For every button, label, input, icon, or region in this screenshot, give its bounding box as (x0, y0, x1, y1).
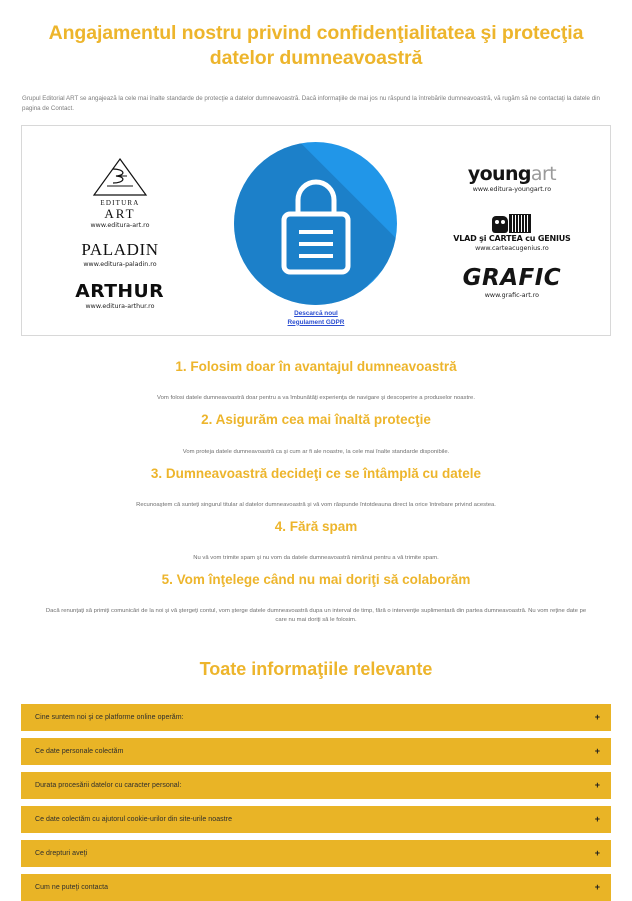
accordion-item-cookies[interactable] (21, 806, 611, 833)
logo-column-center (218, 126, 414, 335)
paladin-wordmark: PALADIN (81, 239, 159, 259)
section-title-4: 4. Fără spam (274, 518, 358, 534)
section-title-2: 2. Asigurăm cea mai înaltă protecţie (201, 412, 431, 428)
plus-icon[interactable]: + (594, 882, 600, 893)
grafic-wordmark: GRAFIC (462, 265, 562, 292)
accordion-label: Cine suntem noi şi ce platforme online operăm: (35, 714, 184, 722)
logo-column-left (22, 126, 218, 335)
section-body-1: Vom folosi datele dumneavoastră doar pentru a va îmbunătăţi experienţa de navigare şi descoperire a produselor noastre. (157, 395, 475, 402)
logo-column-right (414, 126, 610, 335)
young-art-wordmark (468, 164, 556, 184)
editura-art-triangle-icon (91, 156, 149, 198)
accordion-item-drepturi[interactable] (21, 840, 611, 867)
editura-art-url: www.editura-art.ro (90, 221, 150, 229)
logo-vlad-cartea-genius (453, 207, 570, 252)
vlad-character-icon (492, 207, 531, 233)
young-art-word1: young (467, 163, 531, 186)
accordion-label: Durata procesării datelor cu caracter personal: (35, 782, 182, 790)
section-body-5: Dacă renunţaţi să primiţi comunicări de la noi şi vă ştergeţi contul, vom şterge datele dumneavoastră dupa un interval de timp, fără o intervenţie suplimentară din partea dumneavoastră. Nu vom reţine date pe care nu mai doriţi să le folosim. (45, 608, 587, 624)
lock-icon (234, 142, 397, 305)
plus-icon[interactable]: + (594, 848, 600, 859)
accordion-item-cine-suntem[interactable] (21, 704, 611, 731)
download-link-line1: Descarcă noul (294, 310, 338, 318)
arthur-url: www.editura-arthur.ro (85, 302, 155, 310)
section-title-1: 1. Folosim doar în avantajul dumneavoastră (175, 359, 457, 375)
commitment-sections (0, 336, 632, 625)
section-body-3: Recunoaştem că sunteţi singurul titular al datelor dumneavoastră şi vă vom răspunde întotdeauna direct la orice întrebare privind acestea. (136, 501, 496, 508)
editura-art-line2: ART (104, 205, 136, 221)
logo-arthur (75, 280, 165, 310)
accordion-label: Cum ne puteţi contacta (35, 884, 109, 892)
all-info-heading: Toate informaţiile relevante (199, 659, 433, 680)
logo-editura-art (91, 156, 150, 229)
accordion-label: Ce date colectăm cu ajutorul cookie-urilor din site-urile noastre (35, 816, 233, 824)
arthur-wordmark: ARTHUR (75, 280, 165, 302)
plus-icon[interactable]: + (594, 746, 600, 757)
section-title-3: 3. Dumneavoastră decideţi ce se întâmplă cu datele (150, 465, 482, 481)
section-title-5: 5. Vom înţelege când nu mai doriţi să colaborăm (161, 571, 471, 587)
intro-paragraph: Grupul Editorial ART se angajează la cele mai înalte standarde de protecţie a datelor dumneavoastră. Dacă informaţiile de mai jos nu răspund la întrebările dumneavoastră, vă rugăm să ne contactaţi la datele din pagina de Contact. (22, 95, 600, 113)
accordion-label: Ce date personale colectăm (35, 748, 124, 756)
young-art-word2: art (530, 163, 557, 186)
accordion-item-durata-procesarii[interactable] (21, 772, 611, 799)
young-art-url: www.editura-youngart.ro (472, 186, 552, 194)
accordion-item-contact[interactable] (21, 874, 611, 901)
plus-icon[interactable]: + (594, 814, 600, 825)
accordion-label: Ce drepturi aveţi (35, 850, 88, 858)
vlad-book-shape (509, 214, 531, 233)
grafic-url: www.grafic-art.ro (484, 292, 540, 300)
vlad-url: www.carteacugenius.ro (475, 245, 549, 253)
section-body-4: Nu vă vom trimite spam şi nu vom da datele dumneavoastră nimănui pentru a vă trimite spam. (193, 554, 439, 561)
plus-icon[interactable]: + (594, 780, 600, 791)
editura-art-line1: EDITURA (100, 198, 140, 207)
logo-grafic (463, 266, 562, 299)
logo-paladin (81, 241, 158, 268)
logo-panel (21, 125, 611, 336)
accordion-list (21, 704, 611, 901)
page-title: Angajamentul nostru privind confidenţialitatea şi protecţia datelor dumneavoastră (48, 22, 584, 70)
download-gdpr-link[interactable] (288, 310, 345, 327)
accordion-item-date-personale[interactable] (21, 738, 611, 765)
paladin-url: www.editura-paladin.ro (83, 260, 157, 268)
lock-glyph-icon (271, 172, 361, 276)
download-link-line2: Regulament GDPR (287, 318, 345, 326)
plus-icon[interactable]: + (594, 712, 600, 723)
section-body-2: Vom proteja datele dumneavoastră ca şi cum ar fi ale noastre, la cele mai înalte standarde disponibile. (182, 448, 450, 455)
logo-young-art (468, 164, 556, 193)
vlad-head-shape (492, 216, 508, 233)
vlad-wordmark: VLAD şi CARTEA cu GENIUS (453, 234, 571, 244)
